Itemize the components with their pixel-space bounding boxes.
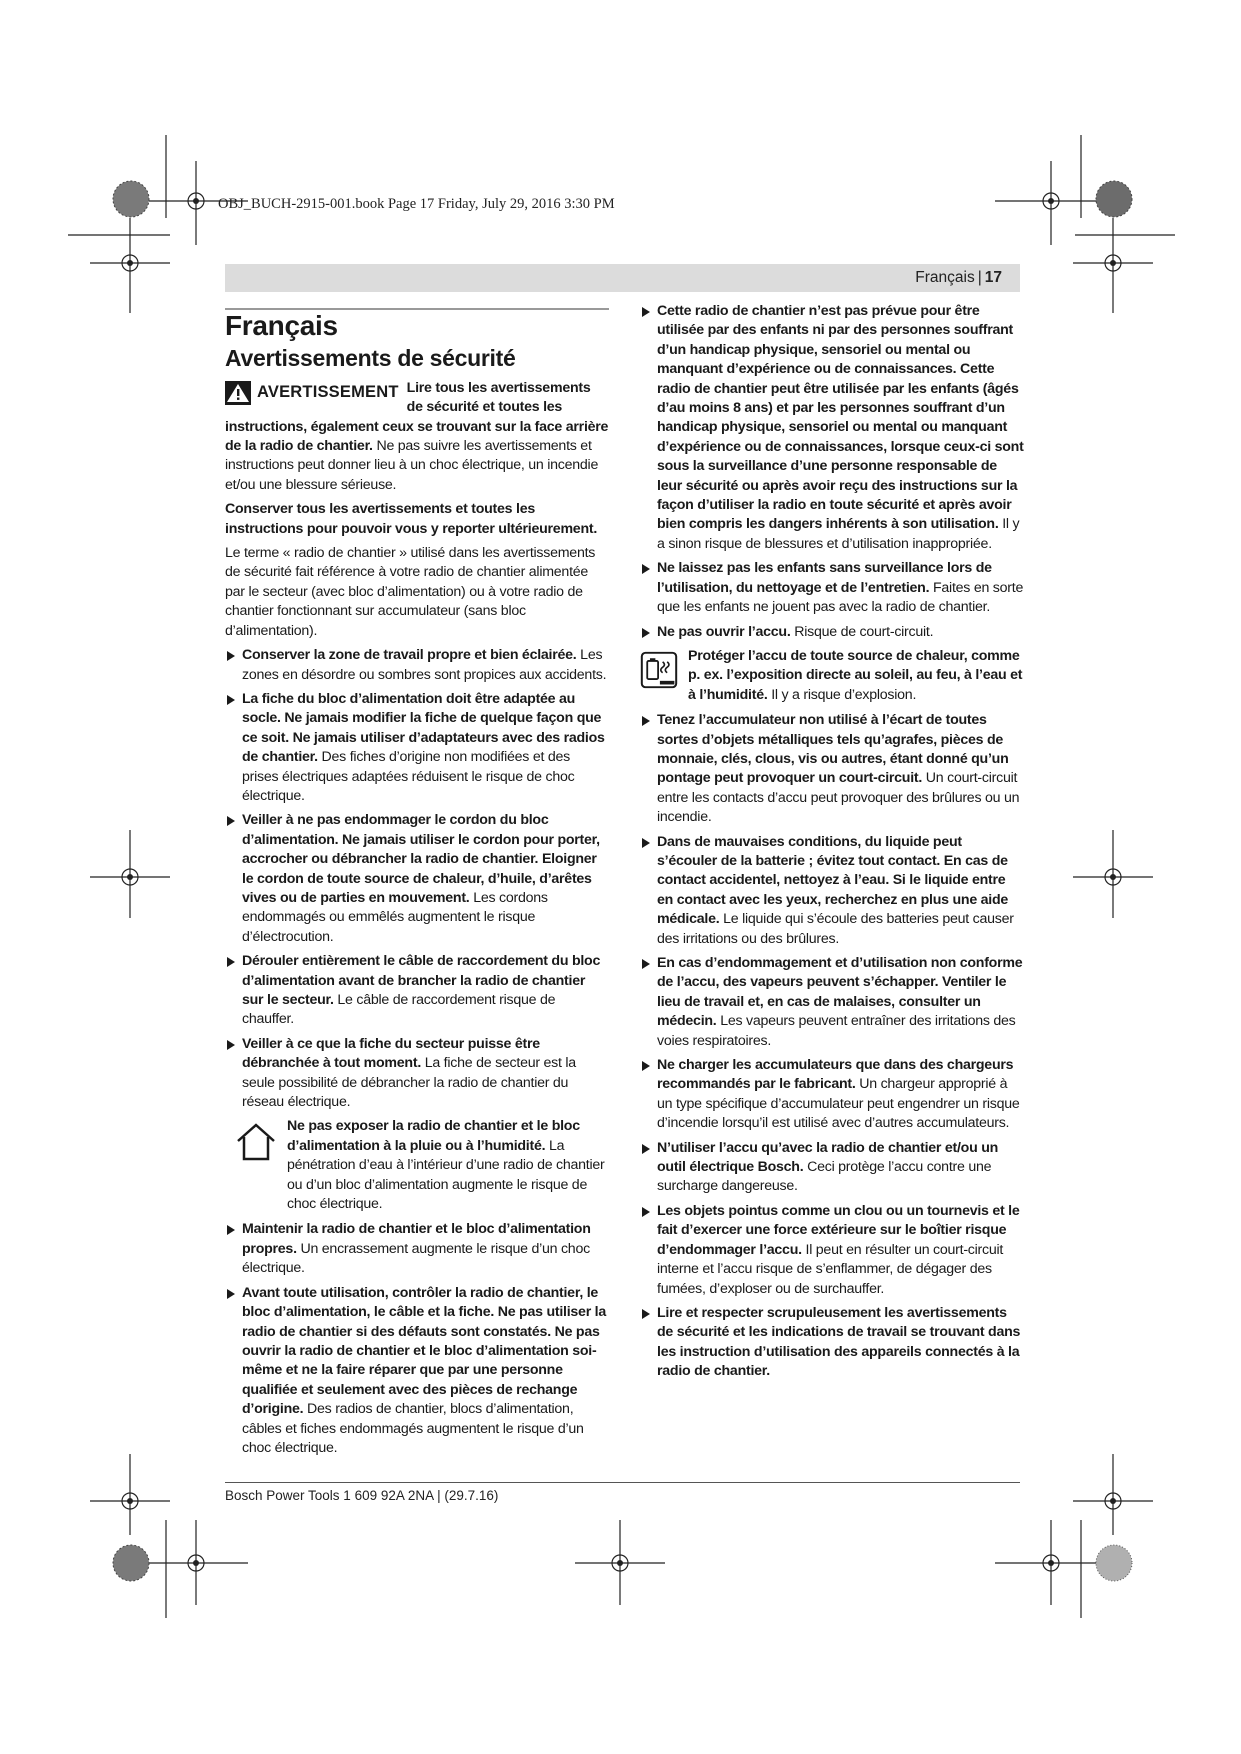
- bullet-arrow-icon: [642, 959, 650, 969]
- item-text: Les zones en désordre ou sombres sont propices aux accidents.: [242, 647, 607, 683]
- item-text: Risque de court-circuit.: [790, 623, 934, 640]
- item-bold: N’utiliser l’accu qu’avec la radio de chantier et/ou un outil électrique Bosch.: [657, 1139, 999, 1176]
- bullet-arrow-icon: [642, 838, 650, 848]
- bullet-arrow-icon: [642, 628, 650, 638]
- bullet-arrow-icon: [642, 1207, 650, 1217]
- item-bold: Dérouler entièrement le câble de raccordement du bloc d’alimentation avant de brancher la radio de chantier sur le secteur.: [242, 953, 601, 1008]
- item-text: La fiche de secteur est la seule possibilité de débrancher la radio de chantier du réseau électrique.: [242, 1055, 576, 1111]
- bullet-arrow-icon: [642, 716, 650, 726]
- page-header-band: [225, 264, 1020, 292]
- heat-bold: Protéger l’accu de toute source de chaleur, comme p. ex. l’exposition directe au soleil, au feu, à l’eau et à l’humidité.: [688, 647, 1023, 703]
- list-item: [225, 811, 609, 947]
- bullet-arrow-icon: [227, 651, 235, 661]
- bullet-arrow-icon: [642, 564, 650, 574]
- item-text: Des radios de chantier, blocs d’alimentation, câbles et fiches endommagés augmentent le risque d’un choc électrique.: [242, 1401, 584, 1456]
- section-title: Avertissements de sécurité: [225, 345, 516, 372]
- left-column: [225, 308, 609, 1463]
- item-bold: Veiller à ne pas endommager le cordon du bloc d’alimentation. Ne jamais utiliser le cordon pour porter, accrocher ou débrancher la radio de chantier. Eloigner le cordon de toute source de chaleur, d’huile, d’arêtes vives ou de parties en mouvement.: [242, 812, 600, 906]
- list-item: [640, 833, 1025, 949]
- warning-bold-text: Lire tous les avertissements de sécurité et toutes les instructions, également ceux se trouvant sur la face arrière de la radio de chantier.: [225, 379, 609, 455]
- item-text: Ceci protège l’accu contre une surcharge dangereuse.: [657, 1159, 992, 1195]
- language-title: Français: [225, 310, 338, 341]
- list-item: [225, 952, 609, 1030]
- bullet-arrow-icon: [227, 695, 235, 705]
- item-text: Le câble de raccordement risque de chauffer.: [242, 992, 556, 1028]
- item-bold: Avant toute utilisation, contrôler la radio de chantier, le bloc d’alimentation, le câble et la fiche. Ne pas utiliser la radio de chantier si des défauts sont constatés. Ne pas ouvrir la radio de chantier et le bloc d’alimentation soi-même et ne la faire réparer que par une personne qualifiée et seulement avec des pièces de rechange d’origine.: [242, 1284, 606, 1418]
- rain-warning: [225, 1117, 609, 1214]
- list-item: [640, 1304, 1025, 1382]
- item-text: Les cordons endommagés ou emmêlés augmentent le risque d’électrocution.: [242, 889, 548, 945]
- item-text: Les vapeurs peuvent entraîner des irritations des voies respiratoires.: [657, 1013, 1016, 1049]
- bullet-arrow-icon: [227, 1289, 235, 1299]
- item-bold: Les objets pointus comme un clou ou un tournevis et le fait d’exercer une force extérieure sur le boîtier risque d’endommager l’accu.: [657, 1202, 1020, 1258]
- item-bold: Maintenir la radio de chantier et le bloc d’alimentation propres.: [242, 1221, 591, 1257]
- bullet-arrow-icon: [642, 307, 650, 317]
- item-text: Des fiches d’origine non modifiées et des prises électriques adaptées réduisent le risque de choc électrique.: [242, 749, 575, 804]
- item-bold: Lire et respecter scrupuleusement les avertissements de sécurité et les indications de travail se trouvant dans les instruction d’utilisation des appareils connectés à la radio de chantier.: [657, 1304, 1021, 1380]
- header-section: Français: [915, 269, 975, 286]
- item-bold: Ne charger les accumulateurs que dans des chargeurs recommandés par le fabricant.: [657, 1057, 1014, 1093]
- header-separator: |: [977, 269, 982, 286]
- list-item: [640, 302, 1025, 554]
- item-bold: Tenez l’accumulateur non utilisé à l’écart de toutes sortes d’objets métalliques tels qu’agrafes, pièces de monnaie, clés, clous, vis ou autres, étant donné qu’un pontage peut provoquer un court-circuit.: [657, 712, 1009, 787]
- list-item: [225, 1284, 609, 1459]
- list-item: [225, 690, 609, 806]
- bullet-arrow-icon: [642, 1309, 650, 1319]
- term-definition: Le terme « radio de chantier » utilisé dans les avertissements de sécurité fait référence à votre radio de chantier alimentée par le secteur (avec bloc d’alimentation) ou à votre radio de chantier fonctionnant sur accumulateur (sans bloc d’alimentation).: [225, 545, 596, 639]
- warning-text: Ne pas suivre les avertissements et instructions peut donner lieu à un choc électrique, un incendie et/ou une blessure sérieuse.: [225, 438, 599, 493]
- heat-warning: [640, 647, 1025, 705]
- page-footer: Bosch Power Tools 1 609 92A 2NA | (29.7.16): [225, 1488, 499, 1503]
- rain-text: La pénétration d’eau à l’intérieur d’une radio de chantier ou d’un bloc d’alimentation augmente le risque de choc électrique.: [287, 1137, 605, 1213]
- item-text: Le liquide qui s’écoule des batteries peut causer des irritations ou des brûlures.: [657, 911, 1014, 947]
- list-item: [640, 623, 1025, 642]
- list-item: [640, 711, 1025, 827]
- item-text: Un court-circuit entre les contacts d’accu peut provoquer des brûlures ou un incendie.: [657, 770, 1020, 826]
- bullet-arrow-icon: [642, 1061, 650, 1071]
- item-text: Il peut en résulter un court-circuit interne et l’accu risque de s’enflammer, de dégager des fumées, d’exploser ou de surchauffer.: [657, 1241, 1004, 1297]
- footer-rule: [225, 1482, 1020, 1483]
- bullet-arrow-icon: [227, 957, 235, 967]
- item-bold: La fiche du bloc d’alimentation doit être adaptée au socle. Ne jamais modifier la fiche de quelque façon que ce soit. Ne jamais utiliser d’adaptateurs avec des radios de chantier.: [242, 690, 605, 766]
- list-item: [640, 1202, 1025, 1299]
- warning-label: AVERTISSEMENT: [257, 383, 399, 402]
- item-text: Faites en sorte que les enfants ne jouent pas avec la radio de chantier.: [657, 579, 1024, 616]
- item-text: Un chargeur approprié à un type spécifique d’accumulateur peut engendrer un risque d’incendie lorsqu’il est utilisé avec d’autres accumulateurs.: [657, 1076, 1020, 1132]
- keep-instructions-text: Conserver tous les avertissements et toutes les instructions pour pouvoir vous y reporter ultérieurement.: [225, 501, 598, 537]
- item-bold: Cette radio de chantier n’est pas prévue pour être utilisée par des enfants ni par des personnes souffrant d’un handicap physique, sensoriel ou mental ou manquant d’expérience ou de connaissances. Cette radio de chantier peut être utilisée par les enfants (âgés d’au moins 8 ans) et par les personnes souffrant d’un handicap physique, sensoriel ou mental ou manquant d’expérience ou de connaissances, lorsque ceux-ci sont sous la surveillance d’une personne responsable de leur sécurité ou après avoir reçu des instructions sur la façon d’utiliser la radio en toute sécurité et après avoir bien compris les dangers inhérents à son utilisation.: [657, 303, 1024, 533]
- bullet-arrow-icon: [227, 1040, 235, 1050]
- book-file-info: OBJ_BUCH-2915-001.book Page 17 Friday, July 29, 2016 3:30 PM: [218, 196, 615, 212]
- warning-badge: [225, 381, 399, 405]
- right-column: [640, 302, 1025, 1387]
- list-item: [225, 1220, 609, 1278]
- item-bold: En cas d’endommagement et d’utilisation non conforme de l’accu, des vapeurs peuvent s’échapper. Ventiler le lieu de travail et, en cas de malaises, consulter un médecin.: [657, 955, 1023, 1030]
- list-item: [640, 1056, 1025, 1134]
- page-number: 17: [984, 269, 1002, 286]
- running-header: [915, 269, 1002, 287]
- item-bold: Veiller à ce que la fiche du secteur puisse être débranchée à tout moment.: [242, 1035, 540, 1072]
- list-item: [640, 559, 1025, 617]
- bullet-arrow-icon: [227, 1225, 235, 1235]
- bullet-arrow-icon: [642, 1144, 650, 1154]
- bullet-arrow-icon: [227, 816, 235, 826]
- list-item: [640, 954, 1025, 1051]
- item-bold: Dans de mauvaises conditions, du liquide peut s’écouler de la batterie ; évitez tout contact. En cas de contact accidentel, nettoyez à l’eau. Si le liquide entre en contact avec les yeux, recherchez en plus une aide médicale.: [657, 833, 1009, 928]
- battery-heat-icon: [640, 651, 678, 689]
- list-item: [225, 1035, 609, 1113]
- house-indoor-use-icon: [235, 1121, 277, 1163]
- item-bold: Ne laissez pas les enfants sans surveillance lors de l’utilisation, du nettoyage et de l’entretien.: [657, 560, 992, 596]
- item-bold: Ne pas ouvrir l’accu.: [657, 623, 791, 640]
- list-item: [225, 646, 609, 685]
- keep-instructions: [225, 500, 609, 539]
- general-warning: [225, 379, 609, 495]
- warning-triangle-icon: [225, 381, 251, 405]
- rain-bold: Ne pas exposer la radio de chantier et le bloc d’alimentation à la pluie ou à l’humidité.: [287, 1118, 580, 1154]
- item-text: Un encrassement augmente le risque d’un choc électrique.: [242, 1240, 590, 1277]
- item-text: Il y a sinon risque de blessures et d’utilisation inappropriée.: [657, 516, 1020, 552]
- list-item: [640, 1139, 1025, 1197]
- item-bold: Conserver la zone de travail propre et bien éclairée.: [242, 647, 577, 664]
- heat-text: Il y a risque d’explosion.: [767, 686, 917, 703]
